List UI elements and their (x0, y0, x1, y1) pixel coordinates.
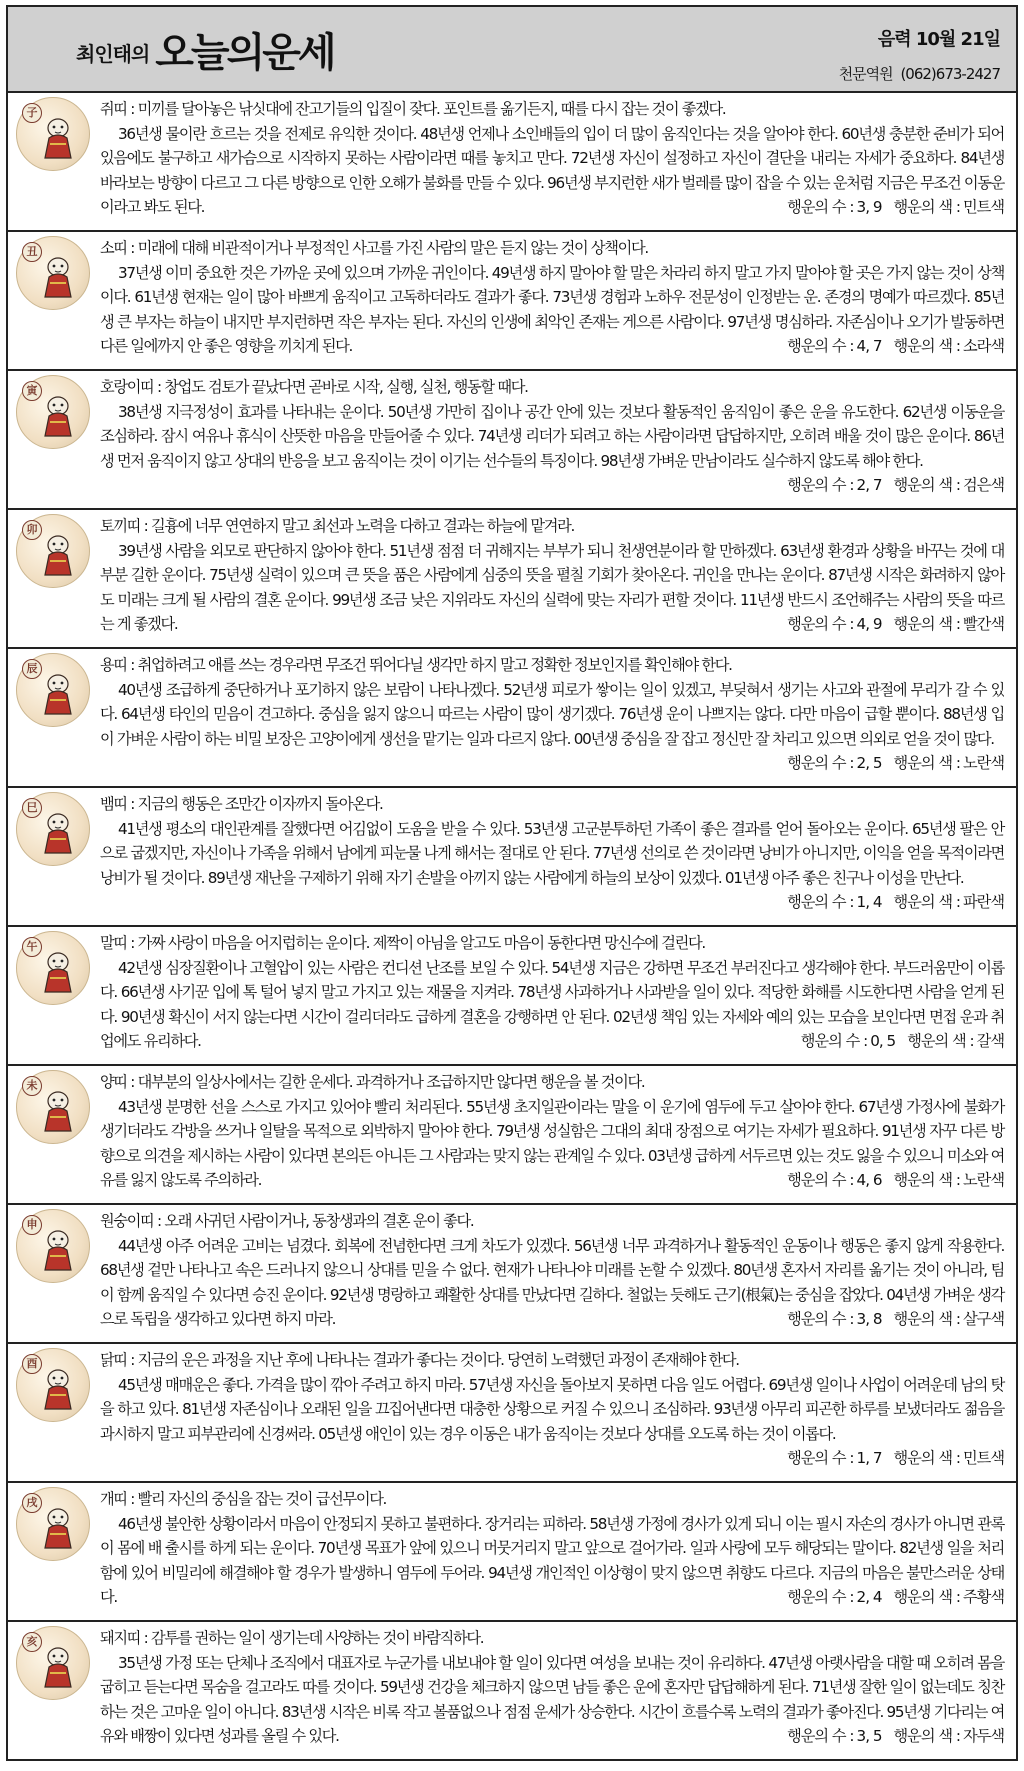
fortune-text (100, 514, 1004, 637)
lucky-color: 소라색 (962, 337, 1004, 355)
animal-figure-icon (37, 253, 79, 299)
zodiac-seal: 申 (22, 1215, 42, 1235)
zodiac-seal: 辰 (22, 659, 42, 679)
animal-figure-icon (37, 1643, 79, 1689)
lucky-number: 4, 9 (856, 615, 882, 633)
lucky-color: 갈색 (976, 1032, 1004, 1050)
lucky-number-label: 행운의 수 : (787, 198, 854, 216)
fortune-body (100, 122, 1004, 220)
fortune-body-text: 39년생 사람을 외모로 판단하지 않아야 한다. 51년생 점점 더 귀해지는 부부가 되니 천생연분이라 할 만하겠다. 63년생 환경과 상황을 바꾸는 것에 대부분 길한 운이다. 75년생 실력이 있으며 큰 뜻을 품은 사람에게 심중의 뜻을 펼칠 기회가 찾아온다. 귀인을 만나는 운이다. 87년생 시작은 화려하지 않아도 미래는 크게 될 사람의 결혼 운이다. 99년생 조금 낮은 지위라도 자신의 실력에 맞는 자리가 편할 것이다. 11년생 반드시 조언해주는 사람의 뜻을 따르는 게 좋겠다. (100, 541, 1004, 633)
fortune-text (100, 236, 1004, 359)
lucky-number: 4, 7 (856, 337, 882, 355)
lucky-number-label: 행운의 수 : (787, 1171, 854, 1189)
zodiac-animal-icon (16, 653, 90, 727)
zodiac-animal-icon (16, 97, 90, 171)
fortune-entry-5 (8, 649, 1016, 788)
zodiac-animal-icon (16, 1487, 90, 1561)
fortune-body-text: 35년생 가정 또는 단체나 조직에서 대표자로 누군가를 내보내야 할 일이 있다면 여성을 보내는 것이 유리하다. 47년생 아랫사람을 대할 때 오히려 몸을 굽히고 듣는다면 목숨을 걸고라도 따를 것이다. 59년생 건강을 체크하지 않으면 남들 좋은 운에 혼자만 답답해하게 된다. 71년생 잘한 일이 없는데도 칭찬하는 것은 고마운 일이 아니다. 83년생 시작은 비록 작고 볼품없으나 점점 운세가 상승한다. 시간이 흐를수록 노력의 결과가 좋아진다. 95년생 기다리는 여유와 배짱이 있다면 성과를 올릴 수 있다. (100, 1653, 1004, 1745)
fortune-list (8, 93, 1016, 1760)
lucky-info (769, 334, 1004, 359)
organization-name: 천문역원 (838, 65, 893, 83)
lucky-color-label: 행운의 색 : (893, 1588, 960, 1606)
fortune-headline: 닭띠 : 지금의 운은 과정을 지난 후에 나타나는 결과가 좋다는 것이다. 당연히 노력했던 과정이 존재해야 한다. (100, 1351, 739, 1369)
fortune-body-text: 36년생 물이란 흐르는 것을 전제로 유익한 것이다. 48년생 언제나 소인배들의 입이 더 많이 움직인다는 것을 알아야 한다. 60년생 충분한 준비가 되어있음에도 불구하고 새가슴으로 시작하지 못하는 사람이라면 때를 놓치고 만다. 72년생 자신이 설정하고 자신이 결단을 내리는 자세가 중요하다. 84년생 바라보는 방향이 다르고 그 다른 방향으로 인한 오해가 불화를 만들 수 있다. 96년생 부지런한 새가 벌레를 많이 잡을 수 있는 운처럼 지금은 무조건 이동운이라고 봐도 된다. (100, 124, 1004, 216)
fortune-headline: 용띠 : 취업하려고 애를 쓰는 경우라면 무조건 뛰어다닐 생각만 하지 말고 정확한 정보인지를 확인해야 한다. (100, 656, 732, 674)
fortune-body (100, 956, 1004, 1054)
fortune-body (100, 1234, 1004, 1332)
lucky-number: 2, 4 (856, 1588, 882, 1606)
lucky-number: 2, 7 (856, 476, 882, 494)
header (8, 7, 1016, 93)
animal-figure-icon (37, 809, 79, 855)
lucky-number-label: 행운의 수 : (787, 1310, 854, 1328)
lucky-number: 4, 6 (856, 1171, 882, 1189)
lucky-number: 3, 9 (856, 198, 882, 216)
zodiac-animal-icon (16, 1626, 90, 1700)
lucky-info (783, 1029, 1004, 1054)
lucky-number-label: 행운의 수 : (787, 337, 854, 355)
fortune-body-text: 37년생 이미 중요한 것은 가까운 곳에 있으며 가까운 귀인이다. 49년생 하지 말아야 할 말은 차라리 하지 말고 가지 말아야 할 곳은 가지 않는 것이 상책이다. 61년생 현재는 일이 많아 바쁘게 움직이고 고독하더라도 결과가 좋다. 73년생 경험과 노하우 전문성이 인정받는 운. 존경의 명예가 따르겠다. 85년생 큰 부자는 하늘이 내지만 부지런하면 작은 부자는 된다. 자신의 인생에 최악인 존재는 게으른 사람이다. 97년생 명심하라. 자존심이나 오기가 발동하면 다른 일에까지 안 좋은 영향을 끼치게 된다. (100, 263, 1004, 355)
fortune-body (100, 1651, 1004, 1749)
zodiac-animal-icon (16, 1348, 90, 1422)
lucky-info (769, 195, 1004, 220)
fortune-body-text: 43년생 분명한 선을 스스로 가지고 있어야 빨리 처리된다. 55년생 초지일관이라는 말을 이 운기에 염두에 두고 살아야 한다. 67년생 가정사에 불화가 생기더라도 각방을 쓰거나 일탈을 목적으로 외박하지 말아야 한다. 79년생 성실함은 그대의 최대 장점으로 여기는 자세가 필요하다. 91년생 자꾸 다른 방향으로 의견을 제시하는 사람이 있다면 본의든 아니든 그 사람과는 맞지 않는 관계일 수 있다. 03년생 급하게 서두르면 있는 것도 잃을 수 있으니 미소와 여유를 잃지 않도록 주의하라. (100, 1097, 1004, 1189)
lucky-color-label: 행운의 색 : (893, 198, 960, 216)
fortune-entry-9 (8, 1205, 1016, 1344)
fortune-entry-4 (8, 510, 1016, 649)
zodiac-animal-icon (16, 236, 90, 310)
fortune-entry-8 (8, 1066, 1016, 1205)
zodiac-seal: 丑 (22, 242, 42, 262)
fortune-headline: 쥐띠 : 미끼를 달아놓은 낚싯대에 잔고기들의 입질이 잦다. 포인트를 옮기든지, 때를 다시 잡는 것이 좋겠다. (100, 100, 726, 118)
lucky-color-label: 행운의 색 : (907, 1032, 974, 1050)
lucky-number-label: 행운의 수 : (787, 893, 854, 911)
fortune-body (100, 539, 1004, 637)
animal-figure-icon (37, 114, 79, 160)
lucky-color-label: 행운의 색 : (893, 337, 960, 355)
lucky-color: 살구색 (962, 1310, 1004, 1328)
fortune-body-text: 40년생 조급하게 중단하거나 포기하지 않은 보람이 나타나겠다. 52년생 피로가 쌓이는 일이 있겠고, 부딪혀서 생기는 사고와 관절에 무리가 갈 수 있다. 64년생 타인의 믿음이 견고하다. 중심을 잃지 않으니 따르는 사람이 많이 생기겠다. 76년생 운이 나쁘지는 않다. 다만 마음이 급할 뿐이다. 88년생 입이 가벼운 사람이 하는 비밀 보장은 고양이에게 생선을 맡기는 일과 다르지 않다. 00년생 중심을 잘 잡고 정신만 잘 차리고 있으면 의외로 얻을 것이 많다. (100, 680, 1004, 748)
fortune-body (100, 1512, 1004, 1610)
fortune-headline: 뱀띠 : 지금의 행동은 조만간 이자까지 돌아온다. (100, 795, 383, 813)
lucky-color-label: 행운의 색 : (893, 893, 960, 911)
zodiac-seal: 戌 (22, 1493, 42, 1513)
animal-figure-icon (37, 531, 79, 577)
fortune-headline: 말띠 : 가짜 사랑이 마음을 어지럽히는 운이다. 제짝이 아님을 알고도 마음이 동한다면 망신수에 걸린다. (100, 934, 705, 952)
fortune-text (100, 1070, 1004, 1193)
header-info (835, 25, 1000, 84)
lucky-info (769, 1307, 1004, 1332)
lucky-info (769, 612, 1004, 637)
lucky-color: 파란색 (962, 893, 1004, 911)
fortune-headline: 호랑이띠 : 창업도 검토가 끝났다면 곧바로 시작, 실행, 실천, 행동할 때다. (100, 378, 528, 396)
lucky-number-label: 행운의 수 : (787, 615, 854, 633)
fortune-body-text: 46년생 불안한 상황이라서 마음이 안정되지 못하고 불편하다. 장거리는 피하라. 58년생 가정에 경사가 있게 되니 이는 필시 자손의 경사가 아니면 관록이 몸에 배 출시를 하게 되는 운이다. 70년생 목표가 앞에 있으니 머뭇거리지 말고 앞으로 걸어가라. 일과 사랑에 모두 해당되는 말이다. 82년생 일을 처리함에 있어 비밀리에 해결해야 할 경우가 발생하니 염두에 두어라. 94년생 개인적인 이상형이 맞지 않으면 취향도 다르다. 지금의 마음은 불만스러운 상태다. (100, 1514, 1004, 1606)
lucky-color-label: 행운의 색 : (893, 754, 960, 772)
fortune-text (100, 1487, 1004, 1610)
lucky-color: 검은색 (962, 476, 1004, 494)
lucky-number: 3, 8 (856, 1310, 882, 1328)
fortune-entry-3 (8, 371, 1016, 510)
fortune-text (100, 792, 1004, 915)
animal-figure-icon (37, 1087, 79, 1133)
lucky-number: 3, 5 (856, 1727, 882, 1745)
fortune-text (100, 1626, 1004, 1749)
animal-figure-icon (37, 1226, 79, 1272)
zodiac-seal: 午 (22, 937, 42, 957)
lucky-number: 2, 5 (856, 754, 882, 772)
lucky-color: 주황색 (962, 1588, 1004, 1606)
zodiac-seal: 卯 (22, 520, 42, 540)
lucky-info (769, 473, 1004, 498)
zodiac-seal: 酉 (22, 1354, 42, 1374)
page-frame (6, 5, 1018, 1761)
lunar-date: 음력 10월 21일 (877, 29, 1000, 50)
fortune-body-text: 42년생 심장질환이나 고혈압이 있는 사람은 컨디션 난조를 보일 수 있다. 54년생 지금은 강하면 무조건 부러진다고 생각해야 한다. 부드러움만이 이롭다. 66년생 사기꾼 입에 톡 털어 넣지 말고 가지고 있는 재물을 지켜라. 78년생 사과하거나 사과받을 일이 있다. 적당한 화해를 시도한다면 사람을 얻게 된다. 90년생 확신이 서지 않는다면 시간이 걸리더라도 급하게 결혼을 강행하면 안 된다. 02년생 책임 있는 자세와 예의 있는 모습을 보인다면 면접 운과 취업에도 유리하다. (100, 958, 1004, 1050)
fortune-body (100, 1095, 1004, 1193)
fortune-headline: 돼지띠 : 감투를 권하는 일이 생기는데 사양하는 것이 바람직하다. (100, 1629, 484, 1647)
animal-figure-icon (37, 1504, 79, 1550)
fortune-body-text: 41년생 평소의 대인관계를 잘했다면 어김없이 도움을 받을 수 있다. 53년생 고군분투하던 가족이 좋은 결과를 얻어 돌아오는 운이다. 65년생 팔은 안으로 굽겠지만, 자신이나 가족을 위해서 남에게 피눈물 나게 해서는 절대로 안 된다. 77년생 선의로 쓴 것이라면 낭비가 아니지만, 이익을 얻을 목적이라면 낭비가 될 것이다. 89년생 재난을 구제하기 위해 자기 손발을 아끼지 않는 사람에게 하늘의 보상이 있겠다. 01년생 아주 좋은 친구나 이성을 만난다. (100, 819, 1004, 887)
lucky-info (769, 890, 1004, 915)
organization-phone: (062)673-2427 (900, 65, 1000, 83)
fortune-entry-12 (8, 1622, 1016, 1760)
lucky-info (769, 1724, 1004, 1749)
fortune-headline: 개띠 : 빨리 자신의 중심을 잡는 것이 급선무이다. (100, 1490, 387, 1508)
fortune-entry-10 (8, 1344, 1016, 1483)
fortune-entry-2 (8, 232, 1016, 371)
lucky-number-label: 행운의 수 : (787, 754, 854, 772)
fortune-text (100, 1209, 1004, 1332)
lucky-info (769, 1585, 1004, 1610)
fortune-text (100, 1348, 1004, 1471)
fortune-text (100, 653, 1004, 776)
fortune-headline: 소띠 : 미래에 대해 비관적이거나 부정적인 사고를 가진 사람의 말은 듣지 않는 것이 상책이다. (100, 239, 648, 257)
fortune-body-text: 45년생 매매운은 좋다. 가격을 많이 깎아 주려고 하지 마라. 57년생 자신을 돌아보지 못하면 다음 일도 어렵다. 69년생 일이나 사업이 어려운데 남의 탓을 하고 있다. 81년생 자존심이나 오래된 일을 끄집어낸다면 대충한 상황으로 커질 수 있으니 조심하라. 93년생 아무리 피곤한 하루를 보냈더라도 젊음을 과시하지 말고 피부관리에 신경써라. 05년생 애인이 있는 경우 이동은 내가 움직이는 것보다 상대를 오도록 하는 것이 이롭다. (100, 1375, 1004, 1443)
lucky-color-label: 행운의 색 : (893, 1449, 960, 1467)
zodiac-animal-icon (16, 375, 90, 449)
zodiac-animal-icon (16, 1209, 90, 1283)
fortune-entry-1 (8, 93, 1016, 232)
fortune-headline: 원숭이띠 : 오래 사귀던 사람이거나, 동창생과의 결혼 운이 좋다. (100, 1212, 474, 1230)
fortune-body-text: 44년생 아주 어려운 고비는 넘겼다. 회복에 전념한다면 크게 차도가 있겠다. 56년생 너무 과격하거나 활동적인 운동이나 행동은 좋지 않게 작용한다. 68년생 겉만 나타나고 속은 드러나지 않으니 상대를 믿을 수 없다. 현재가 나타나야 미래를 논할 수 있겠다. 80년생 혼자서 자리를 옮기는 것이 아니라, 팀이 함께 움직일 수 있다면 승진 운이다. 92년생 명랑하고 쾌활한 상대를 만났다면 길하다. 철없는 듯해도 근기(根氣)는 중심을 잡았다. 04년생 가벼운 생각으로 독립을 생각하고 있다면 하지 마라. (100, 1236, 1004, 1328)
animal-figure-icon (37, 948, 79, 994)
lucky-color: 노란색 (962, 754, 1004, 772)
fortune-headline: 토끼띠 : 길흉에 너무 연연하지 말고 최선과 노력을 다하고 결과는 하늘에 맡겨라. (100, 517, 575, 535)
fortune-entry-11 (8, 1483, 1016, 1622)
zodiac-seal: 巳 (22, 798, 42, 818)
animal-figure-icon (37, 1365, 79, 1411)
brand-name: 최인태의 (76, 42, 150, 66)
fortune-body (100, 261, 1004, 359)
zodiac-animal-icon (16, 514, 90, 588)
lucky-number-label: 행운의 수 : (787, 1449, 854, 1467)
fortune-text (100, 97, 1004, 220)
lucky-number: 0, 5 (870, 1032, 896, 1050)
fortune-entry-7 (8, 927, 1016, 1066)
zodiac-animal-icon (16, 792, 90, 866)
zodiac-seal: 未 (22, 1076, 42, 1096)
fortune-body (100, 817, 1004, 911)
lucky-color: 민트색 (962, 1449, 1004, 1467)
lucky-info (769, 1446, 1004, 1471)
brand-logo (76, 21, 334, 76)
zodiac-seal: 亥 (22, 1632, 42, 1652)
fortune-body-text: 38년생 지극정성이 효과를 나타내는 운이다. 50년생 가만히 집이나 공간 안에 있는 것보다 활동적인 움직임이 좋은 운을 유도한다. 62년생 이동운을 조심하라. 잠시 여유나 휴식이 산뜻한 마음을 만들어줄 수 있다. 74년생 리더가 되려고 하는 사람이라면 답답하지만, 오히려 배울 것이 많은 운이다. 86년생 먼저 움직이지 않고 상대의 반응을 보고 움직이는 것이 이기는 선수들의 특징이다. 98년생 가벼운 만남이라도 실수하지 않도록 해야 한다. (100, 402, 1004, 470)
lucky-number-label: 행운의 수 : (787, 476, 854, 494)
zodiac-animal-icon (16, 931, 90, 1005)
fortune-entry-6 (8, 788, 1016, 927)
fortune-body (100, 678, 1004, 772)
lucky-number: 1, 4 (856, 893, 882, 911)
lucky-color: 노란색 (962, 1171, 1004, 1189)
fortune-body (100, 400, 1004, 494)
zodiac-animal-icon (16, 1070, 90, 1144)
lucky-color: 자두색 (962, 1727, 1004, 1745)
fortune-text (100, 931, 1004, 1054)
lucky-color-label: 행운의 색 : (893, 1171, 960, 1189)
animal-figure-icon (37, 670, 79, 716)
lucky-color-label: 행운의 색 : (893, 615, 960, 633)
lucky-info (769, 1168, 1004, 1193)
fortune-text (100, 375, 1004, 498)
lucky-color-label: 행운의 색 : (893, 476, 960, 494)
fortune-body (100, 1373, 1004, 1467)
lucky-info (769, 751, 1004, 776)
animal-figure-icon (37, 392, 79, 438)
fortune-headline: 양띠 : 대부분의 일상사에서는 길한 운세다. 과격하거나 조급하지만 않다면 행운을 볼 것이다. (100, 1073, 645, 1091)
lucky-number-label: 행운의 수 : (787, 1727, 854, 1745)
organization (835, 63, 1000, 84)
lucky-color: 빨간색 (962, 615, 1004, 633)
lucky-number-label: 행운의 수 : (800, 1032, 868, 1050)
lucky-number-label: 행운의 수 : (787, 1588, 854, 1606)
zodiac-seal: 子 (22, 103, 42, 123)
lucky-color-label: 행운의 색 : (893, 1310, 960, 1328)
brand-title: 오늘의운세 (155, 30, 334, 76)
lucky-number: 1, 7 (856, 1449, 882, 1467)
lucky-color: 민트색 (962, 198, 1004, 216)
lucky-color-label: 행운의 색 : (893, 1727, 960, 1745)
zodiac-seal: 寅 (22, 381, 42, 401)
